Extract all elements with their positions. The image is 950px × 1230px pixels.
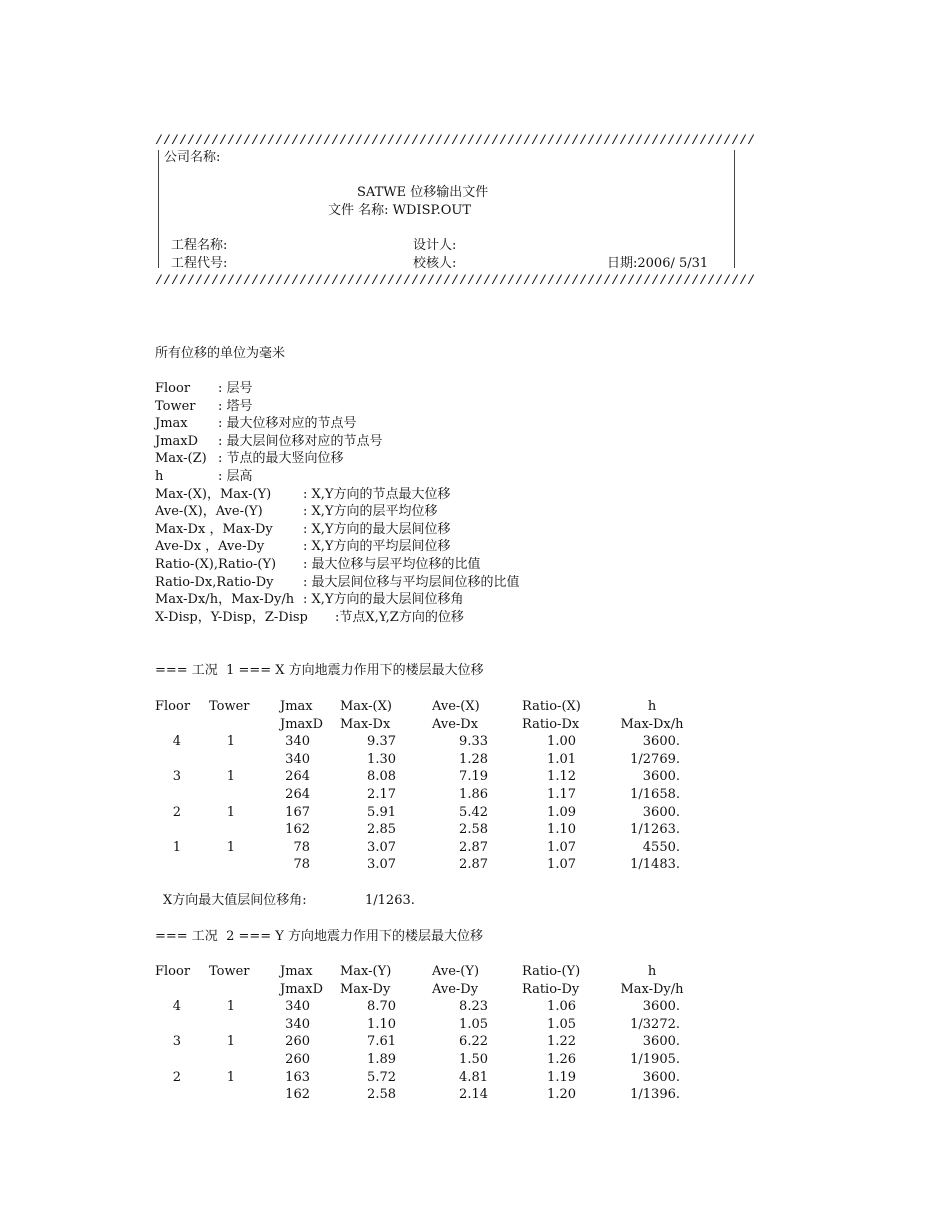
table-cell-max: 8.70	[367, 999, 396, 1015]
legend-desc: : X,Y方向的最大层间位移	[303, 521, 451, 537]
table-cell-max: 2.58	[367, 1087, 396, 1103]
table-cell-jmax: 260	[285, 1052, 310, 1067]
table-cell-h: 1/3272.	[630, 1016, 680, 1032]
subheader-h: Max-Dy/h	[620, 981, 684, 997]
table-cell-ave: 1.05	[459, 1016, 488, 1032]
file-name-label: 文件 名称: WDISP.OUT	[328, 203, 472, 218]
subheader-jmax: JmaxD	[280, 716, 324, 732]
table-cell-floor: 4	[172, 734, 181, 750]
table-cell-ratio: 1.01	[547, 751, 576, 767]
unit-note: 所有位移的单位为毫米	[155, 346, 286, 361]
company-label: 公司名称:	[164, 150, 221, 165]
table-cell-max: 2.17	[367, 787, 396, 802]
checker-label: 校核人:	[413, 256, 457, 271]
legend-key: Ratio-Dx,Ratio-Dy	[155, 574, 282, 590]
legend-key: JmaxD	[155, 433, 211, 449]
table-cell-h: 1/2769.	[630, 751, 680, 767]
table-cell-ratio: 1.05	[547, 1016, 576, 1032]
table-cell-h: 3600.	[642, 1069, 680, 1085]
table-cell-ratio: 1.19	[547, 1069, 576, 1085]
table-cell-ave: 7.19	[459, 769, 488, 785]
legend-desc: : 最大层间位移对应的节点号	[218, 433, 383, 449]
table-cell-floor: 4	[172, 999, 181, 1015]
legend-key: Ave-Dx ，Ave-Dy	[155, 539, 281, 555]
table-cell-ave: 1.28	[459, 751, 488, 767]
subheader-ratio: Ratio-Dy	[522, 981, 580, 997]
table-cell-ave: 2.87	[459, 839, 488, 855]
table-cell-ratio: 1.09	[547, 804, 576, 820]
table-cell-tower: 1	[226, 1069, 235, 1085]
header-max: Max-(Y)	[340, 964, 392, 979]
table-cell-ratio: 1.12	[547, 769, 576, 785]
project-code-label: 工程代号:	[171, 256, 228, 271]
table-cell-max: 5.91	[367, 804, 396, 820]
table-cell-floor: 3	[172, 1034, 181, 1050]
table-cell-jmax: 78	[293, 839, 310, 855]
table-cell-jmax: 162	[285, 1087, 310, 1103]
subheader-ave: Ave-Dx	[432, 716, 479, 732]
header-h: h	[647, 699, 657, 714]
case2-heading: === 工况 2 === Y 方向地震力作用下的楼层最大位移	[155, 929, 484, 944]
legend-key: Floor	[155, 381, 203, 396]
table-cell-ave: 8.23	[459, 999, 488, 1015]
header-floor: Floor	[155, 964, 191, 979]
table-cell-h: 1/1905.	[630, 1052, 680, 1067]
header-tower: Tower	[209, 699, 250, 714]
table-cell-ratio: 1.10	[547, 822, 576, 838]
table-cell-max: 3.07	[367, 857, 396, 873]
table-cell-h: 3600.	[642, 804, 680, 820]
table-cell-ratio: 1.00	[547, 734, 576, 750]
table-cell-h: 4550.	[642, 839, 680, 855]
table-cell-ave: 6.22	[459, 1034, 488, 1050]
table-cell-ave: 2.58	[459, 822, 488, 838]
table-cell-tower: 1	[226, 804, 235, 820]
table-cell-jmax: 340	[285, 734, 310, 750]
designer-label: 设计人:	[413, 238, 457, 253]
legend-key: X-Disp，Y-Disp，Z-Disp	[155, 609, 308, 625]
subheader-ave: Ave-Dy	[432, 981, 479, 997]
table-cell-h: 3600.	[642, 1034, 680, 1050]
table-cell-h: 1/1658.	[630, 787, 680, 802]
table-cell-ave: 9.33	[459, 734, 488, 750]
table-cell-jmax: 167	[285, 804, 310, 820]
case1-heading: === 工况 1 === X 方向地震力作用下的楼层最大位移	[155, 663, 484, 678]
table-cell-jmax: 162	[285, 822, 310, 838]
legend-key: Tower	[155, 398, 208, 414]
table-cell-h: 1/1396.	[630, 1087, 680, 1103]
project-name-label: 工程名称:	[171, 238, 228, 253]
legend-desc: : 节点的最大竖向位移	[218, 451, 344, 467]
header-ratio: Ratio-(X)	[522, 699, 581, 714]
table-cell-jmax: 340	[285, 999, 310, 1015]
legend-key: Ave-(X)，Ave-(Y)	[155, 504, 276, 520]
legend-desc: : 最大层间位移与平均层间位移的比值	[303, 574, 520, 590]
header-jmax: Jmax	[280, 699, 313, 714]
header-jmax: Jmax	[280, 964, 313, 979]
table-cell-h: 3600.	[642, 769, 680, 785]
table-cell-jmax: 340	[285, 751, 310, 767]
table-cell-floor: 3	[172, 769, 181, 785]
table-cell-h: 3600.	[642, 734, 680, 750]
table-cell-ratio: 1.07	[547, 857, 576, 873]
header-h: h	[647, 964, 657, 979]
subheader-jmax: JmaxD	[280, 981, 324, 997]
table-cell-ave: 4.81	[459, 1069, 488, 1085]
table-cell-h: 1/1483.	[630, 857, 680, 873]
header-top-rule: ///////////////////////////////////////////////////////////////////////////	[155, 133, 756, 148]
table-cell-jmax: 264	[285, 787, 310, 802]
table-cell-jmax: 163	[285, 1069, 310, 1085]
legend-desc: : 塔号	[218, 398, 253, 414]
table-cell-max: 2.85	[367, 822, 396, 838]
table-cell-ave: 1.86	[459, 787, 488, 802]
header-max: Max-(X)	[340, 699, 392, 714]
table-cell-ratio: 1.22	[547, 1034, 576, 1050]
table-cell-ratio: 1.20	[547, 1087, 576, 1103]
table-cell-jmax: 340	[285, 1016, 310, 1032]
legend-desc: : X,Y方向的平均层间位移	[303, 539, 451, 555]
table-cell-tower: 1	[226, 734, 235, 750]
table-cell-floor: 2	[172, 1069, 181, 1085]
table-cell-max: 8.08	[367, 769, 396, 785]
legend-desc: : 层号	[218, 381, 253, 396]
table-cell-max: 5.72	[367, 1069, 396, 1085]
legend-desc: : 层高	[218, 469, 253, 484]
table-cell-ratio: 1.06	[547, 999, 576, 1015]
legend-key: Max-(X)，Max-(Y)	[155, 486, 284, 502]
table-cell-jmax: 260	[285, 1034, 310, 1050]
table-cell-h: 1/1263.	[630, 822, 680, 838]
table-cell-tower: 1	[226, 769, 235, 785]
table-cell-ratio: 1.26	[547, 1052, 576, 1067]
table-cell-ave: 2.14	[459, 1087, 488, 1103]
table-cell-floor: 1	[172, 839, 181, 855]
subheader-ratio: Ratio-Dx	[522, 716, 580, 732]
header-tower: Tower	[209, 964, 250, 979]
legend-key: Max-Dx/h，Max-Dy/h	[155, 592, 299, 608]
date-label: 日期:2006/ 5/31	[607, 256, 709, 271]
header-right-border	[734, 150, 735, 268]
table-cell-floor: 2	[172, 804, 181, 820]
table-cell-ave: 2.87	[459, 857, 488, 873]
legend-desc: : X,Y方向的最大层间位移角	[303, 592, 464, 608]
table-cell-jmax: 78	[293, 857, 310, 873]
table-cell-h: 3600.	[642, 999, 680, 1015]
header-floor: Floor	[155, 699, 191, 714]
header-ave: Ave-(X)	[432, 699, 480, 714]
header-ratio: Ratio-(Y)	[522, 964, 581, 979]
case1-summary-value: 1/1263.	[365, 893, 415, 908]
subheader-max: Max-Dx	[340, 716, 391, 732]
table-cell-tower: 1	[226, 839, 235, 855]
legend-key: Ratio-(X),Ratio-(Y)	[155, 557, 277, 572]
legend-key: h	[155, 469, 193, 484]
document-title: SATWE 位移输出文件	[357, 185, 489, 200]
table-cell-jmax: 264	[285, 769, 310, 785]
table-cell-max: 1.89	[367, 1052, 396, 1067]
table-cell-max: 9.37	[367, 734, 396, 750]
case1-summary-label: X方向最大值层间位移角:	[163, 893, 307, 908]
table-cell-max: 1.10	[367, 1016, 396, 1032]
subheader-h: Max-Dx/h	[620, 716, 684, 732]
legend-desc: :节点X,Y,Z方向的位移	[335, 609, 464, 625]
subheader-max: Max-Dy	[340, 981, 391, 997]
legend-desc: : X,Y方向的节点最大位移	[303, 486, 451, 502]
header-left-border	[158, 150, 159, 268]
legend-key: Jmax	[155, 416, 205, 432]
table-cell-ratio: 1.17	[547, 787, 576, 802]
legend-key: Max-(Z)	[155, 451, 211, 467]
table-cell-tower: 1	[226, 999, 235, 1015]
table-cell-ave: 1.50	[459, 1052, 488, 1067]
legend-desc: : X,Y方向的层平均位移	[303, 504, 438, 520]
header-ave: Ave-(Y)	[432, 964, 480, 979]
legend-key: Max-Dx ，Max-Dy	[155, 521, 290, 537]
legend-desc: : 最大位移对应的节点号	[218, 416, 357, 432]
table-cell-ave: 5.42	[459, 804, 488, 820]
table-cell-tower: 1	[226, 1034, 235, 1050]
table-cell-ratio: 1.07	[547, 839, 576, 855]
table-cell-max: 1.30	[367, 751, 396, 767]
legend-desc: : 最大位移与层平均位移的比值	[303, 557, 481, 572]
table-cell-max: 3.07	[367, 839, 396, 855]
table-cell-max: 7.61	[367, 1034, 396, 1050]
header-bottom-rule: ///////////////////////////////////////////////////////////////////////////	[155, 273, 756, 288]
